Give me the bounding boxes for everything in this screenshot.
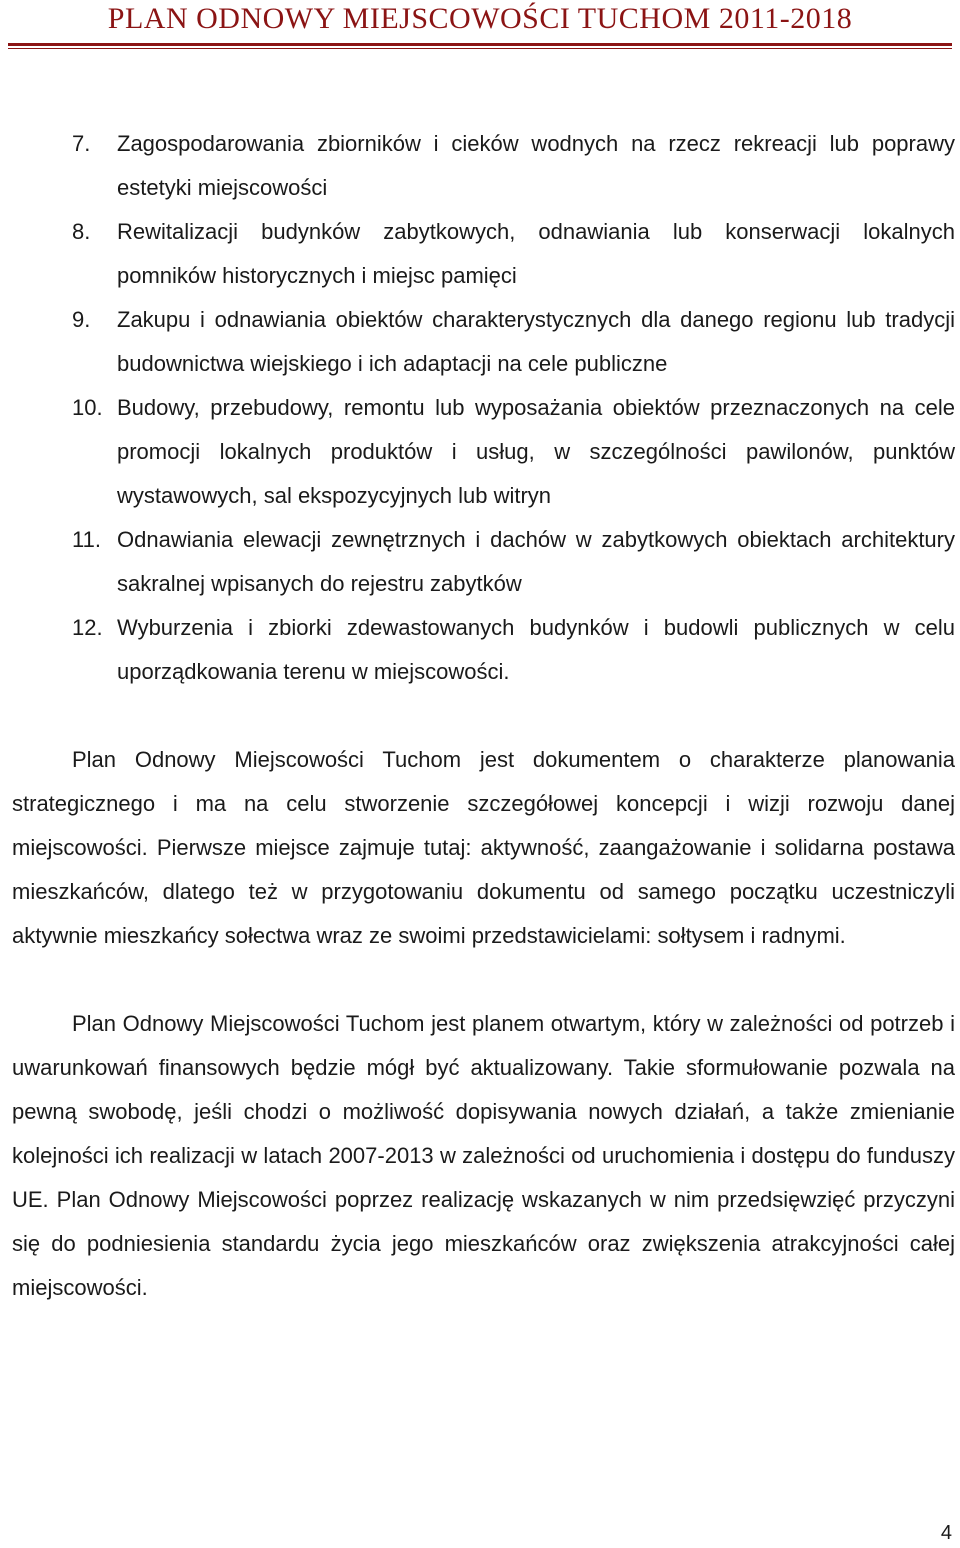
header-rule-thick: [8, 43, 952, 46]
list-item: [12, 518, 955, 606]
list-item-text: Wyburzenia i zbiorki zdewastowanych budynków i budowli publicznych w celu uporządkowania terenu w miejscowości.: [117, 615, 955, 684]
list-item: [12, 606, 955, 694]
list-item: [12, 386, 955, 518]
list-item-text: Zagospodarowania zbiorników i cieków wodnych na rzecz rekreacji lub poprawy estetyki miejscowości: [117, 131, 955, 200]
header-rule-thin: [8, 48, 952, 49]
page-number: 4: [940, 1522, 952, 1544]
list-item-text: Rewitalizacji budynków zabytkowych, odnawiania lub konserwacji lokalnych pomników historycznych i miejsc pamięci: [117, 219, 955, 288]
list-item-number: 12.: [72, 615, 103, 640]
list-item-number: 9.: [72, 307, 91, 332]
body-paragraph: Plan Odnowy Miejscowości Tuchom jest dokumentem o charakterze planowania strategicznego i ma na celu stworzenie szczegółowej koncepcji i wizji rozwoju danej miejscowości. Pierwsze miejsce zajmuje tutaj: aktywność, zaangażowanie i solidarna postawa mieszkańców, dlatego też w przygotowaniu dokumentu od samego początku uczestniczyli aktywnie mieszkańcy sołectwa wraz ze swoimi przedstawicielami: sołtysem i radnymi.: [12, 747, 955, 948]
header-title: PLAN ODNOWY MIEJSCOWOŚCI TUCHOM 2011-2018: [107, 2, 853, 35]
list-item: [12, 298, 955, 386]
document-body: [12, 122, 955, 1310]
numbered-list: [12, 122, 955, 694]
list-item-number: 7.: [72, 131, 91, 156]
list-item: [12, 210, 955, 298]
list-item-number: 8.: [72, 219, 91, 244]
list-item-text: Odnawiania elewacji zewnętrznych i dachów w zabytkowych obiektach architektury sakralnej wpisanych do rejestru zabytków: [117, 527, 955, 596]
list-item-number: 11.: [72, 527, 101, 552]
list-item: [12, 122, 955, 210]
list-item-text: Budowy, przebudowy, remontu lub wyposażania obiektów przeznaczonych na cele promocji lokalnych produktów i usług, w szczególności pawilonów, punktów wystawowych, sal ekspozycyjnych lub witryn: [117, 395, 955, 508]
list-item-number: 10.: [72, 395, 103, 420]
body-paragraph: Plan Odnowy Miejscowości Tuchom jest planem otwartym, który w zależności od potrzeb i uwarunkowań finansowych będzie mógł być aktualizowany. Takie sformułowanie pozwala na pewną swobodę, jeśli chodzi o możliwość dopisywania nowych działań, a także zmienianie kolejności ich realizacji w latach 2007-2013 w zależności od uruchomienia i dostępu do funduszy UE. Plan Odnowy Miejscowości poprzez realizację wskazanych w nim przedsięwzięć przyczyni się do podniesienia standardu życia jego mieszkańców oraz zwiększenia atrakcyjności całej miejscowości.: [12, 1011, 955, 1300]
list-item-text: Zakupu i odnawiania obiektów charakterystycznych dla danego regionu lub tradycji budownictwa wiejskiego i ich adaptacji na cele publiczne: [117, 307, 955, 376]
page-header: [0, 0, 960, 50]
